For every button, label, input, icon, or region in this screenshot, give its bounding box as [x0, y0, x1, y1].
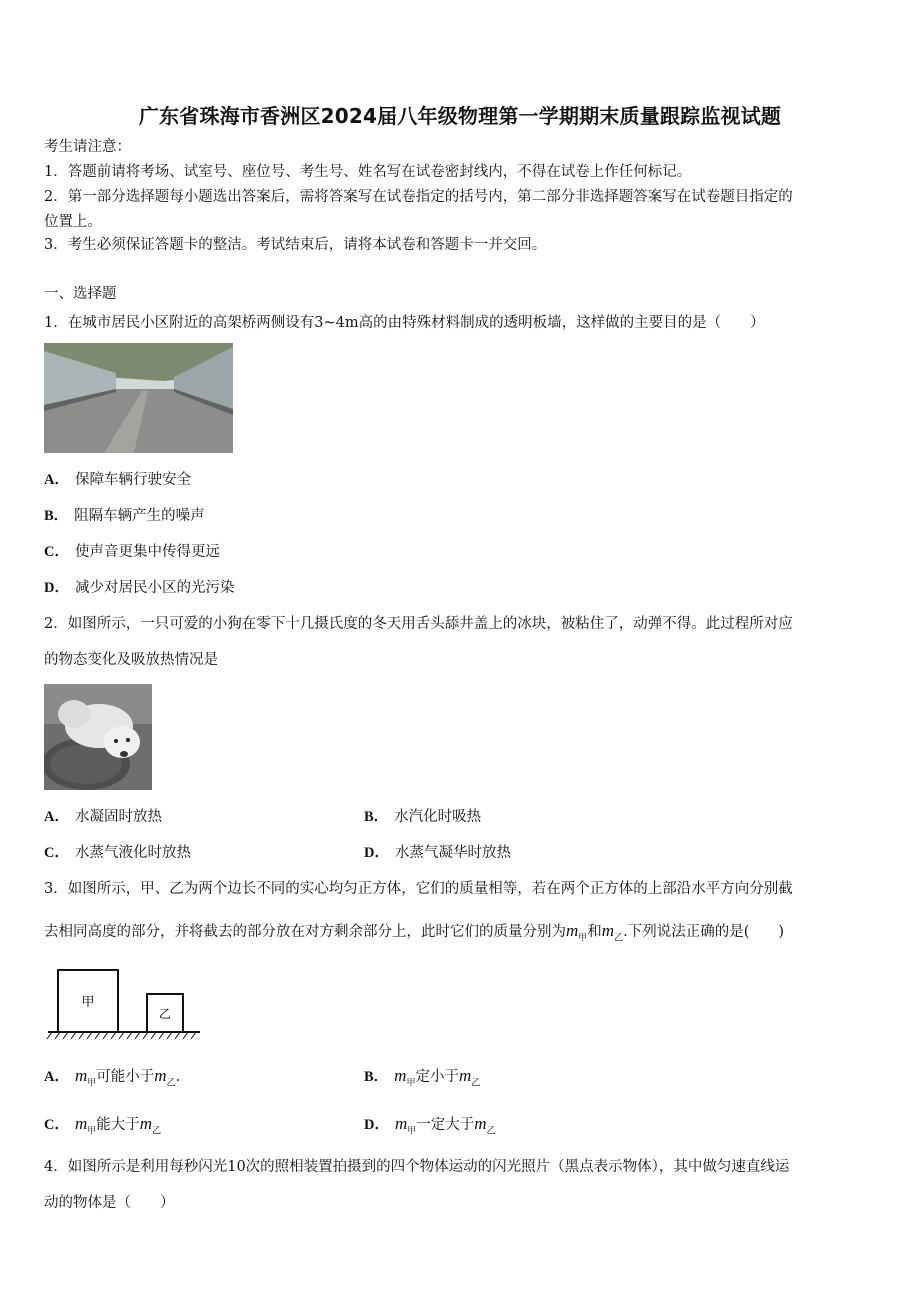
q4-stem: 4．如图所示是利用每秒闪光10次的照相装置拍摄到的四个物体运动的闪光照片（黑点表示物体），其中做匀速直线运	[44, 1159, 790, 1175]
m-yi-symbol: $m_乙$	[601, 921, 624, 943]
q2-stem: 2．如图所示，一只可爱的小狗在零下十几摄氏度的冬天用舌头舔井盖上的冰块，被粘住了，动弹不得。此过程所对应	[44, 616, 793, 632]
q1-stem: 1．在城市居民小区附近的高架桥两侧设有3~4m高的由特殊材料制成的透明板墙，这样做的主要目的是（ ）	[44, 315, 765, 331]
exam-title: 广东省珠海市香洲区2024届八年级物理第一学期期末质量跟踪监视试题	[138, 104, 782, 128]
q2-option-b[interactable]: B． 水汽化时吸热	[364, 809, 482, 825]
q1-option-a[interactable]: A． 保障车辆行驶安全	[44, 472, 191, 488]
q3-option-c[interactable]: C． $m_甲$能大于$m_乙$	[44, 1114, 162, 1136]
q1-bridge-photo	[44, 343, 233, 453]
q3-stem: 3．如图所示，甲、乙为两个边长不同的实心均匀正方体，它们的质量相等，若在两个正方体的上部沿水平方向分别截	[44, 881, 793, 897]
q2-option-a[interactable]: A． 水凝固时放热	[44, 809, 162, 825]
notice-item: 1．答题前请将考场、试室号、座位号、考生号、姓名写在试卷密封线内，不得在试卷上作任何标记。	[44, 164, 692, 180]
q2-stem: 的物态变化及吸放热情况是	[44, 652, 218, 668]
cube-yi-label: 乙	[158, 1007, 172, 1021]
q3-stem-line2: 去相同高度的部分，并将截去的部分放在对方剩余部分上，此时它们的质量分别为$m_甲$和$m_乙$.下列说法正确的是( )	[44, 921, 785, 943]
q1-option-b[interactable]: B． 阻隔车辆产生的噪声	[44, 508, 205, 524]
q2-dog-photo	[44, 684, 152, 790]
q4-stem: 动的物体是（ ）	[44, 1195, 175, 1211]
q2-option-d[interactable]: D． 水蒸气凝华时放热	[364, 845, 511, 861]
cube-jia-label: 甲	[81, 995, 95, 1010]
q3-option-b[interactable]: B． $m_甲$定小于$m_乙$	[364, 1066, 481, 1088]
q3-cubes-diagram	[44, 966, 204, 1042]
q1-option-d[interactable]: D． 减少对居民小区的光污染	[44, 580, 235, 596]
m-jia-symbol: $m_甲$	[566, 921, 588, 943]
section-heading: 一、选择题	[44, 286, 117, 302]
notice-item: 2．第一部分选择题每小题选出答案后，需将答案写在试卷指定的括号内，第二部分非选择题答案写在试卷题目指定的	[44, 189, 793, 205]
notice-item: 位置上。	[44, 214, 102, 230]
q1-option-c[interactable]: C． 使声音更集中传得更远	[44, 544, 220, 560]
q2-option-c[interactable]: C． 水蒸气液化时放热	[44, 845, 191, 861]
q3-option-d[interactable]: D． $m_甲$一定大于$m_乙$	[364, 1114, 496, 1136]
notice-item: 3．考生必须保证答题卡的整洁。考试结束后，请将本试卷和答题卡一并交回。	[44, 237, 547, 253]
q3-option-a[interactable]: A． $m_甲$可能小于$m_乙$.	[44, 1066, 181, 1088]
notice-heading: 考生请注意：	[44, 139, 131, 155]
